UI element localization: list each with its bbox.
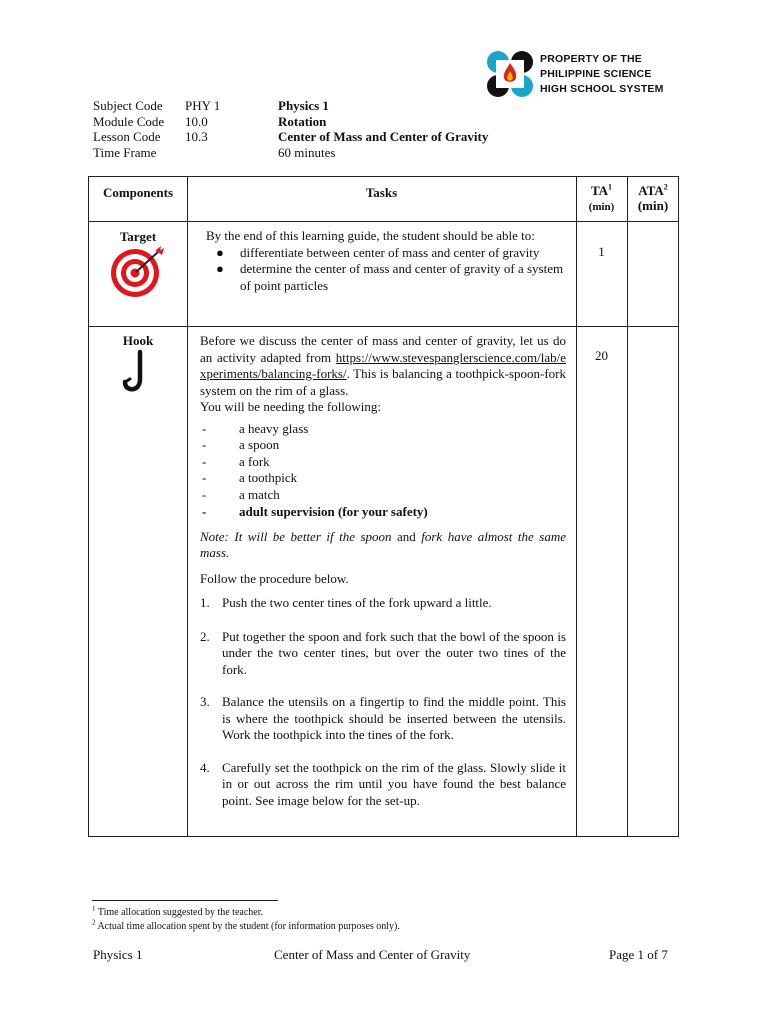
target-tasks: [206, 228, 566, 294]
material-text: a spoon: [239, 437, 280, 452]
material-item: - a fork: [202, 453, 270, 469]
logo-line-1: PROPERTY OF THE: [540, 53, 642, 65]
row-divider: [89, 221, 678, 222]
hook-note: [200, 529, 566, 562]
lesson-table: [88, 176, 679, 837]
header-components: Components: [102, 185, 174, 200]
procedure-step: 4. Carefully set the toothpick on the rim of the glass. Slowly slide it in or out across the rim until you have found the best balance point. See image below for the set-up.: [200, 759, 566, 808]
footnote-text: Time allocation suggested by the teacher.: [97, 907, 263, 918]
header-ata: [627, 183, 679, 213]
target-ta: 1: [598, 244, 605, 259]
meta-key: Module Code: [93, 113, 165, 129]
activity-link[interactable]: https://www.stevespanglerscience.com/lab/experiments/balancing-forks/: [200, 349, 566, 381]
bullet-dot: ●: [216, 244, 224, 260]
footnote-ref: 2: [663, 182, 668, 192]
bullet-text: differentiate between center of mass and center of gravity: [240, 244, 540, 260]
column-divider: [627, 177, 628, 836]
header-ta-label: TA: [590, 183, 609, 198]
material-text: a match: [239, 486, 280, 502]
material-item: - a heavy glass: [202, 420, 309, 436]
pshs-emblem-icon: [486, 50, 534, 98]
procedure-step: 1. Push the two center tines of the fork upward a little.: [200, 595, 492, 610]
step-text: Carefully set the toothpick on the rim of the glass. Slowly slide it in or out across the rim until you have found the best balance point. See image below for the set-up.: [222, 759, 566, 808]
hook-ta: 20: [595, 348, 608, 363]
meta-key: Time Frame: [93, 144, 157, 160]
footer-page-number: Page 1 of 7: [609, 947, 668, 962]
hook-needs: You will be needing the following:: [200, 399, 382, 414]
header-ta-unit: (min): [588, 201, 615, 213]
footnote-text: Actual time allocation spent by the student (for information purposes only).: [97, 921, 400, 932]
header-ta: [576, 183, 627, 215]
hook-intro: [200, 333, 566, 399]
meta-title: Physics 1: [278, 98, 329, 113]
bullet-text: determine the center of mass and center of gravity of a system of point particles: [240, 261, 564, 293]
meta-code: 10.0: [185, 113, 208, 129]
step-text: Push the two center tines of the fork upward a little.: [222, 595, 492, 610]
meta-code: 10.3: [185, 129, 208, 144]
material-text: a toothpick: [239, 470, 298, 485]
material-item: - a toothpick: [202, 470, 298, 485]
note-text: and: [397, 528, 422, 544]
target-bullet: [206, 245, 566, 262]
logo-line-2: PHILIPPINE SCIENCE: [540, 68, 652, 80]
component-target-label: Target: [119, 229, 157, 244]
hook-intro-text-end: . This is balancing a toothpick-spoon-fork system on the rim of a glass.: [200, 366, 566, 398]
footnote-separator: [92, 900, 278, 901]
bullet-dot: ●: [216, 261, 224, 276]
logo-text: [540, 52, 664, 97]
step-text: Balance the utensils on a fingertip to find the middle point. This is where the toothpick should be inserted between the utensils. Work the toothpick into the tines of the fork.: [222, 694, 566, 742]
footnote-ref: 1: [608, 182, 613, 192]
material-text: a fork: [239, 453, 270, 469]
target-icon: [109, 246, 167, 298]
meta-key: Subject Code: [93, 98, 163, 113]
step-text: Put together the spoon and fork such that the bowl of the spoon is under the two center tines, but over the outer two tines of the fork.: [222, 628, 566, 677]
note-text: Note: It will be better if the spoon: [200, 528, 397, 544]
header-ata-unit: (min): [637, 198, 669, 213]
column-divider: [576, 177, 577, 836]
target-bullet: [206, 261, 566, 294]
note-text: fork have almost the same mass.: [200, 528, 566, 560]
logo-line-3: HIGH SCHOOL SYSTEM: [540, 83, 664, 95]
meta-title: 60 minutes: [278, 144, 336, 160]
hook-intro-text: Before we discuss the center of mass and center of gravity, let us do an activity adapted from: [200, 333, 566, 365]
procedure-step: 3. Balance the utensils on a fingertip to find the middle point. This is where the toothpick should be inserted between the utensils. Work the toothpick into the tines of the fork.: [200, 694, 566, 742]
target-intro: By the end of this learning guide, the student should be able to:: [206, 228, 535, 243]
header-ata-label: ATA: [638, 183, 664, 198]
procedure-intro: Follow the procedure below.: [200, 570, 349, 586]
row-divider: [89, 326, 678, 327]
footer-subject: Physics 1: [93, 947, 143, 962]
procedure-step: 2. Put together the spoon and fork such that the bowl of the spoon is under the two center tines, but over the outer two tines of the fork.: [200, 628, 566, 677]
material-item-safety: - adult supervision (for your safety): [202, 504, 428, 519]
meta-code: PHY 1: [185, 98, 221, 113]
footnote-number: 1: [92, 904, 96, 913]
footnote-2: [92, 920, 400, 934]
pshs-logo: [486, 50, 686, 98]
hook-icon: [122, 349, 158, 397]
hook-tasks: [200, 333, 566, 809]
material-text: a heavy glass: [239, 420, 309, 436]
meta-title: Rotation: [278, 113, 327, 129]
meta-key: Lesson Code: [93, 129, 161, 144]
component-hook-label: Hook: [122, 333, 154, 348]
material-item: - a match: [202, 486, 280, 502]
header-tasks: Tasks: [365, 185, 398, 200]
material-item: - a spoon: [202, 437, 280, 452]
column-divider: [187, 177, 188, 836]
meta-title: Center of Mass and Center of Gravity: [278, 129, 489, 144]
material-text: adult supervision (for your safety): [239, 504, 428, 519]
footnote-1: [92, 906, 263, 920]
footnote-number: 2: [92, 918, 96, 927]
footer-title: Center of Mass and Center of Gravity: [274, 947, 471, 962]
